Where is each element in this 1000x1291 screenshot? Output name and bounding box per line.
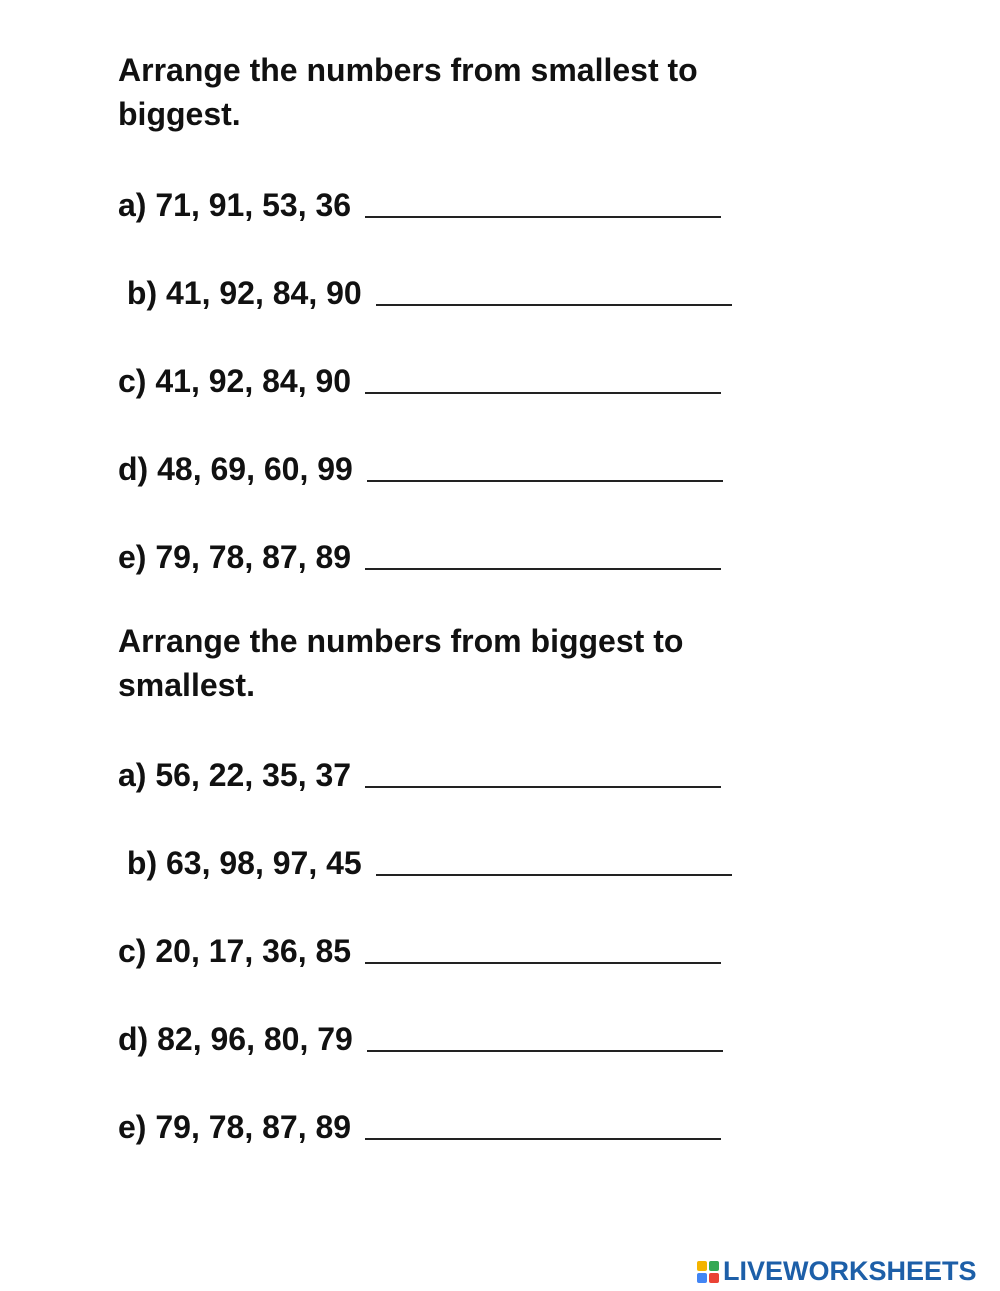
list-item [118, 532, 721, 576]
liveworksheets-logo-icon [697, 1261, 719, 1283]
question-text: d) 48, 69, 60, 99 [118, 451, 353, 487]
question-text: d) 82, 96, 80, 79 [118, 1021, 353, 1057]
answer-line[interactable] [376, 303, 732, 306]
list-item [118, 750, 721, 794]
answer-line[interactable] [365, 215, 721, 218]
answer-line[interactable] [365, 567, 721, 570]
question-text: b) 41, 92, 84, 90 [118, 275, 362, 311]
list-item [118, 1102, 721, 1146]
question-text: a) 56, 22, 35, 37 [118, 757, 352, 793]
answer-line[interactable] [365, 785, 721, 788]
list-item [118, 926, 721, 970]
answer-line[interactable] [365, 961, 721, 964]
list-item [118, 1014, 723, 1058]
question-text: c) 20, 17, 36, 85 [118, 933, 352, 969]
answer-line[interactable] [367, 479, 723, 482]
answer-line[interactable] [376, 873, 732, 876]
answer-line[interactable] [365, 1137, 721, 1140]
list-item [118, 838, 732, 882]
section1-heading: Arrange the numbers from smallest to biggest. [118, 52, 698, 132]
question-text: e) 79, 78, 87, 89 [118, 1109, 352, 1145]
question-text: b) 63, 98, 97, 45 [118, 845, 362, 881]
logo-text: LIVEWORKSHEETS [723, 1256, 977, 1286]
liveworksheets-logo [697, 1256, 977, 1287]
list-item [118, 444, 723, 488]
list-item [118, 180, 721, 224]
question-text: e) 79, 78, 87, 89 [118, 539, 352, 575]
list-item [118, 356, 721, 400]
section2-heading: Arrange the numbers from biggest to smallest. [118, 623, 684, 703]
question-text: a) 71, 91, 53, 36 [118, 187, 352, 223]
question-text: c) 41, 92, 84, 90 [118, 363, 352, 399]
answer-line[interactable] [367, 1049, 723, 1052]
answer-line[interactable] [365, 391, 721, 394]
list-item [118, 268, 732, 312]
